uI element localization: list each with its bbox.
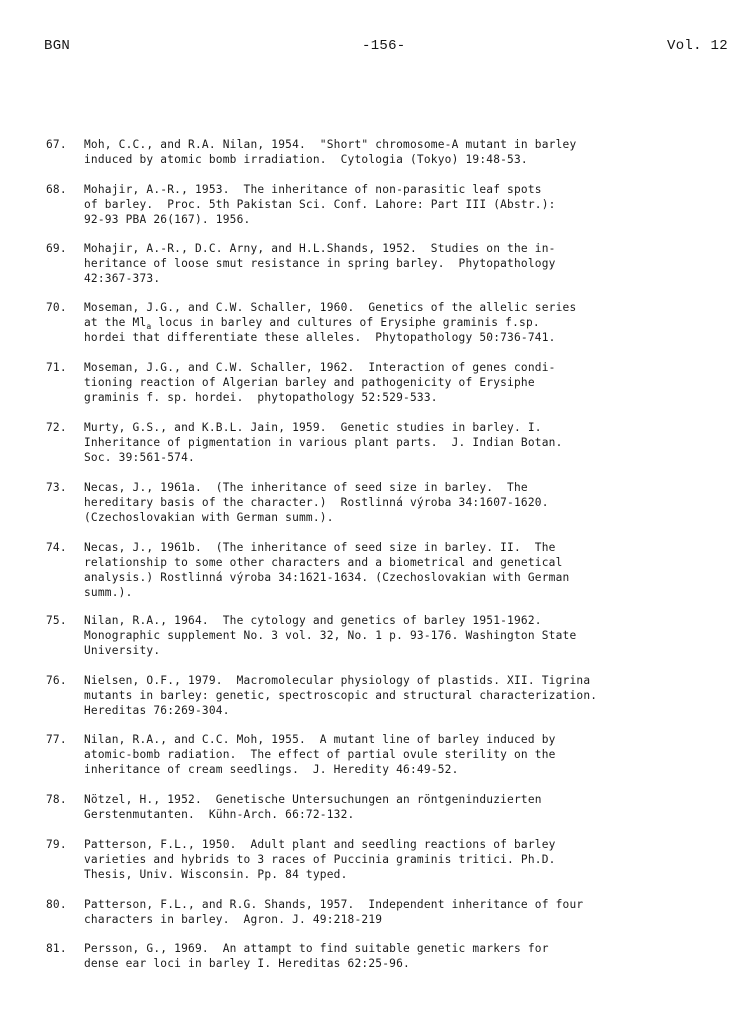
reference-line: graminis f. sp. hordei. phytopathology 52:529-533. xyxy=(84,391,438,404)
reference-line: Necas, J., 1961a. (The inheritance of seed size in barley. The xyxy=(84,481,528,494)
reference-number: 79. xyxy=(46,838,67,851)
reference-text xyxy=(84,941,744,971)
reference-line-segment: at the Ml xyxy=(84,316,147,329)
reference-line: Gerstenmutanten. Kühn-Arch. 66:72-132. xyxy=(84,808,355,821)
reference-text xyxy=(84,837,744,882)
reference-line: Persson, G., 1969. An attampt to find suitable genetic markers for xyxy=(84,942,549,955)
reference-line: mutants in barley: genetic, spectroscopic and structural characterization. xyxy=(84,689,598,702)
reference-text xyxy=(84,897,744,927)
header-journal-abbreviation: BGN xyxy=(44,38,71,54)
reference-text xyxy=(84,792,744,822)
reference-line: induced by atomic bomb irradiation. Cytologia (Tokyo) 19:48-53. xyxy=(84,153,528,166)
reference-line: Inheritance of pigmentation in various plant parts. J. Indian Botan. xyxy=(84,436,563,449)
reference-line: dense ear loci in barley I. Hereditas 62:25-96. xyxy=(84,957,410,970)
subscript: a xyxy=(146,322,152,331)
reference-number: 81. xyxy=(46,942,67,955)
reference-line: Nielsen, O.F., 1979. Macromolecular physiology of plastids. XII. Tigrina xyxy=(84,674,591,687)
reference-text xyxy=(84,673,744,718)
reference-line: Monographic supplement No. 3 vol. 32, No. 1 p. 93-176. Washington State xyxy=(84,629,577,642)
reference-number: 71. xyxy=(46,361,67,374)
reference-line xyxy=(84,315,744,330)
reference-number: 70. xyxy=(46,301,67,314)
reference-line: hordei that differentiate these alleles. Phytopathology 50:736-741. xyxy=(84,331,556,344)
reference-line: Moseman, J.G., and C.W. Schaller, 1960. Genetics of the allelic series xyxy=(84,301,577,314)
reference-line: characters in barley. Agron. J. 49:218-219 xyxy=(84,913,383,926)
reference-text xyxy=(84,613,744,658)
reference-text xyxy=(84,360,744,405)
reference-line: Nötzel, H., 1952. Genetische Untersuchungen an röntgeninduzierten xyxy=(84,793,542,806)
reference-line: Thesis, Univ. Wisconsin. Pp. 84 typed. xyxy=(84,868,348,881)
reference-line: Moseman, J.G., and C.W. Schaller, 1962. Interaction of genes condi- xyxy=(84,361,556,374)
reference-text xyxy=(84,241,744,286)
reference-line: 92-93 PBA 26(167). 1956. xyxy=(84,213,251,226)
reference-number: 68. xyxy=(46,183,67,196)
reference-number: 76. xyxy=(46,674,67,687)
header-page-number: -156- xyxy=(362,38,406,54)
reference-line: Mohajir, A.-R., 1953. The inheritance of non-parasitic leaf spots xyxy=(84,183,542,196)
reference-line: University. xyxy=(84,644,161,657)
reference-line: Nilan, R.A., and C.C. Moh, 1955. A mutant line of barley induced by xyxy=(84,733,556,746)
reference-line: analysis.) Rostlinná výroba 34:1621-1634. (Czechoslovakian with German xyxy=(84,571,570,584)
reference-line: atomic-bomb radiation. The effect of partial ovule sterility on the xyxy=(84,748,556,761)
reference-text xyxy=(84,137,744,167)
reference-number: 80. xyxy=(46,898,67,911)
header-volume: Vol. 12 xyxy=(667,38,728,54)
reference-number: 78. xyxy=(46,793,67,806)
reference-line: summ.). xyxy=(84,586,133,599)
reference-line: Necas, J., 1961b. (The inheritance of seed size in barley. II. The xyxy=(84,541,556,554)
reference-line: Patterson, F.L., 1950. Adult plant and seedling reactions of barley xyxy=(84,838,556,851)
reference-number: 72. xyxy=(46,421,67,434)
reference-text xyxy=(84,540,744,600)
reference-line: Mohajir, A.-R., D.C. Arny, and H.L.Shands, 1952. Studies on the in- xyxy=(84,242,556,255)
reference-line: Nilan, R.A., 1964. The cytology and genetics of barley 1951-1962. xyxy=(84,614,542,627)
reference-text xyxy=(84,182,744,227)
reference-text xyxy=(84,732,744,777)
reference-line: Patterson, F.L., and R.G. Shands, 1957. Independent inheritance of four xyxy=(84,898,584,911)
reference-line: (Czechoslovakian with German summ.). xyxy=(84,511,334,524)
reference-number: 69. xyxy=(46,242,67,255)
reference-text xyxy=(84,300,744,345)
reference-line: Murty, G.S., and K.B.L. Jain, 1959. Genetic studies in barley. I. xyxy=(84,421,542,434)
reference-line: tioning reaction of Algerian barley and pathogenicity of Erysiphe xyxy=(84,376,535,389)
reference-line: inheritance of cream seedlings. J. Heredity 46:49-52. xyxy=(84,763,459,776)
reference-text xyxy=(84,480,744,525)
reference-line: Moh, C.C., and R.A. Nilan, 1954. "Short" chromosome-A mutant in barley xyxy=(84,138,577,151)
reference-number: 77. xyxy=(46,733,67,746)
reference-number: 74. xyxy=(46,541,67,554)
reference-line: heritance of loose smut resistance in spring barley. Phytopathology xyxy=(84,257,556,270)
reference-line: of barley. Proc. 5th Pakistan Sci. Conf. Lahore: Part III (Abstr.): xyxy=(84,198,556,211)
reference-line: relationship to some other characters and a biometrical and genetical xyxy=(84,556,563,569)
reference-line: Hereditas 76:269-304. xyxy=(84,704,230,717)
reference-line: 42:367-373. xyxy=(84,272,161,285)
reference-line: hereditary basis of the character.) Rostlinná výroba 34:1607-1620. xyxy=(84,496,549,509)
reference-number: 73. xyxy=(46,481,67,494)
reference-line: Soc. 39:561-574. xyxy=(84,451,195,464)
reference-text xyxy=(84,420,744,465)
reference-number: 67. xyxy=(46,138,67,151)
reference-line: varieties and hybrids to 3 races of Puccinia graminis tritici. Ph.D. xyxy=(84,853,556,866)
reference-number: 75. xyxy=(46,614,67,627)
reference-line-segment: locus in barley and cultures of Erysiphe graminis f.sp. xyxy=(151,316,540,329)
